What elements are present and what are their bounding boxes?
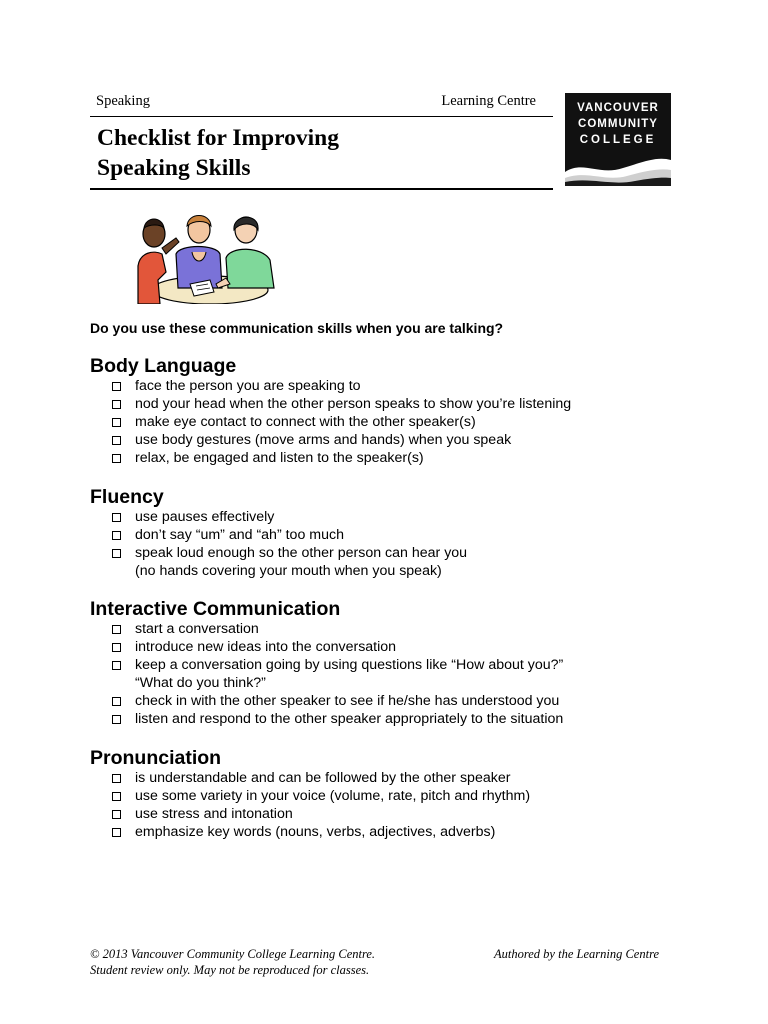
checklist-item: speak loud enough so the other person can hear you (no hands covering your mouth when you speak) xyxy=(90,545,467,581)
checklist-item: check in with the other speaker to see if he/she has understood you xyxy=(90,693,563,711)
checkbox-icon[interactable] xyxy=(112,454,121,463)
checklist-item: use some variety in your voice (volume, rate, pitch and rhythm) xyxy=(90,788,530,806)
page-title-line1: Checklist for Improving xyxy=(97,125,339,151)
checkbox-icon[interactable] xyxy=(112,715,121,724)
checkbox-icon[interactable] xyxy=(112,625,121,634)
section-title: Interactive Communication xyxy=(90,598,341,620)
checklist-item: make eye contact to connect with the other speaker(s) xyxy=(90,414,571,432)
checklist-item: face the person you are speaking to xyxy=(90,378,571,396)
checkbox-icon[interactable] xyxy=(112,828,121,837)
header-bar xyxy=(90,90,553,117)
title-block xyxy=(90,116,553,190)
checklist-item: listen and respond to the other speaker appropriately to the situation xyxy=(90,711,563,729)
section-title: Body Language xyxy=(90,355,237,377)
section-fluency xyxy=(90,485,467,581)
logo-line2: COMMUNITY xyxy=(578,118,658,130)
checklist-item: emphasize key words (nouns, verbs, adjectives, adverbs) xyxy=(90,824,530,842)
vcc-wave-icon xyxy=(565,146,671,186)
checklist-item: use body gestures (move arms and hands) when you speak xyxy=(90,432,571,450)
section-title: Pronunciation xyxy=(90,747,222,769)
page-title-line2: Speaking Skills xyxy=(97,155,251,181)
footer-author: Authored by the Learning Centre xyxy=(494,947,660,961)
section-pronunciation xyxy=(90,746,530,842)
checklist xyxy=(90,509,467,581)
checkbox-icon[interactable] xyxy=(112,810,121,819)
checkbox-icon[interactable] xyxy=(112,549,121,558)
checkbox-icon[interactable] xyxy=(112,531,121,540)
checkbox-icon[interactable] xyxy=(112,418,121,427)
checklist-item: keep a conversation going by using questions like “How about you?” “What do you think?” xyxy=(90,657,563,693)
footer-copyright-line2: Student review only. May not be reproduced for classes. xyxy=(90,963,370,977)
checklist xyxy=(90,621,563,728)
footer-copyright xyxy=(90,946,375,978)
checkbox-icon[interactable] xyxy=(112,513,121,522)
checklist-item: introduce new ideas into the conversation xyxy=(90,639,563,657)
checkbox-icon[interactable] xyxy=(112,774,121,783)
checklist-item-continuation: (no hands covering your mouth when you speak) xyxy=(135,562,442,579)
checklist-item: nod your head when the other person speaks to show you’re listening xyxy=(90,396,571,414)
checklist-item: use pauses effectively xyxy=(90,509,467,527)
section-title: Fluency xyxy=(90,486,164,508)
checkbox-icon[interactable] xyxy=(112,643,121,652)
logo-line3: COLLEGE xyxy=(579,134,657,146)
checklist-item: relax, be engaged and listen to the speaker(s) xyxy=(90,450,571,468)
three-people-talking-clipart xyxy=(132,208,280,304)
checkbox-icon[interactable] xyxy=(112,661,121,670)
footer-copyright-line1: © 2013 Vancouver Community College Learning Centre. xyxy=(90,947,376,961)
section-body-language xyxy=(90,354,571,468)
logo-line1: VANCOUVER xyxy=(577,102,659,114)
checklist-item: start a conversation xyxy=(90,621,563,639)
header-subject: Speaking xyxy=(96,93,150,109)
section-interactive-communication xyxy=(90,597,563,728)
checklist-item: is understandable and can be followed by the other speaker xyxy=(90,770,530,788)
checklist-item-continuation: “What do you think?” xyxy=(135,674,266,691)
checklist xyxy=(90,378,571,468)
header-department: Learning Centre xyxy=(441,93,536,109)
checkbox-icon[interactable] xyxy=(112,697,121,706)
vcc-logo xyxy=(565,93,671,186)
checklist xyxy=(90,770,530,842)
checkbox-icon[interactable] xyxy=(112,400,121,409)
checkbox-icon[interactable] xyxy=(112,382,121,391)
checklist-item: don’t say “um” and “ah” too much xyxy=(90,527,467,545)
checkbox-icon[interactable] xyxy=(112,792,121,801)
intro-question: Do you use these communication skills when you are talking? xyxy=(90,320,504,336)
checkbox-icon[interactable] xyxy=(112,436,121,445)
checklist-item: use stress and intonation xyxy=(90,806,530,824)
